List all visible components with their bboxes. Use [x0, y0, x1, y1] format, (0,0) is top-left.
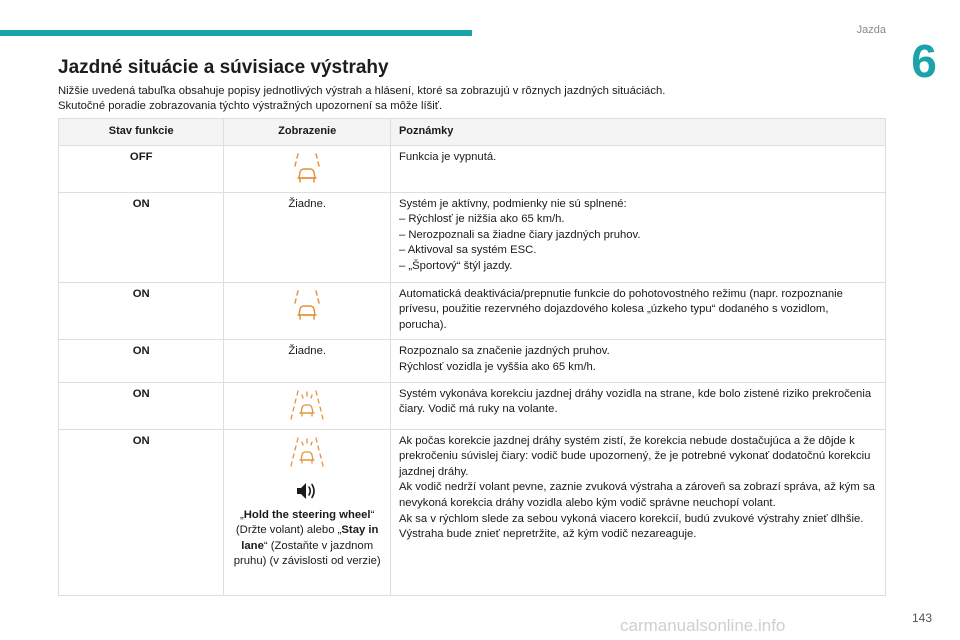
table-row — [59, 192, 886, 282]
caption-quote: „ — [240, 508, 244, 521]
display-cell — [224, 382, 391, 429]
display-cell — [224, 282, 391, 340]
caption-stay-in-lane: Stay in lane — [241, 524, 379, 552]
column-header-display: Zobrazenie — [224, 119, 391, 146]
note-line: Systém vykonáva korekciu jazdnej dráhy vozidla na strane, kde bolo zistené riziko prekročenia čiary. Vodič má ruky na volante. — [398, 387, 872, 416]
note-line: Ak počas korekcie jazdnej dráhy systém zistí, že korekcia nebude dostačujúca a že dôjde k prekročeniu súvislej čiary: vodič bude upozornený, že je potrebné vykonať dodatočnú korekciu jazdnej dráhy. — [398, 434, 871, 478]
notes-cell — [390, 282, 885, 340]
watermark: carmanualsonline.info — [620, 616, 786, 635]
state-cell: OFF — [59, 145, 224, 192]
display-cell — [224, 429, 391, 595]
state-cell: ON — [59, 382, 224, 429]
notes-cell — [390, 145, 885, 192]
note-line: Funkcia je vypnutá. — [398, 150, 497, 163]
note-line: Ak vodič nedrží volant pevne, zaznie zvuková výstraha a zároveň sa zobrazí správa, až kým sa nevykoná korekcia dráhy vozidla alebo kým vodič správne neuchopí volant. — [398, 481, 875, 509]
caption-hold-steering-wheel: Hold the steering wheel — [243, 508, 371, 521]
table-row — [59, 340, 886, 382]
note-line: – „Športový“ štýl jazdy. — [398, 259, 513, 272]
page-title: Jazdné situácie a súvisiace výstrahy — [58, 57, 389, 78]
display-caption — [232, 508, 382, 570]
table-row — [59, 429, 886, 595]
display-cell: Žiadne. — [224, 192, 391, 282]
speaker-sound-icon — [294, 480, 320, 502]
intro-text — [58, 84, 858, 114]
note-line: Automatická deaktivácia/prepnutie funkcie do pohotovostného režimu (napr. rozpoznanie prívesu, použitie rezervného dojazdového kolesa „úzkeho typu“ dodaného s vozidlom, porucha). — [398, 287, 843, 331]
lane-keeping-correction-icon — [287, 389, 327, 423]
warnings-table — [58, 118, 886, 596]
caption-text: “ (Zostaňte v jazdnom pruhu) (v závislosti od verzie) — [233, 539, 381, 568]
notes-cell — [390, 192, 885, 282]
note-line: Ak sa v rýchlom slede za sebou vykoná viacero korekcií, budú zvukové výstrahy znieť dlhšie. Výstraha bude znieť nepretržite, až kým vodič nezareaguje. — [398, 512, 864, 541]
display-cell — [224, 145, 391, 192]
notes-cell — [390, 429, 885, 595]
notes-cell — [390, 382, 885, 429]
state-cell: ON — [59, 429, 224, 595]
note-line: – Nerozpoznali sa žiadne čiary jazdných pruhov. — [398, 228, 641, 241]
page-number: 143 — [911, 611, 932, 625]
section-name: Jazda — [856, 24, 886, 36]
column-header-state: Stav funkcie — [59, 119, 224, 146]
notes-cell — [390, 340, 885, 382]
lane-keeping-alert-icon — [287, 436, 327, 470]
table-row — [59, 382, 886, 429]
table-row — [59, 145, 886, 192]
note-line: – Aktivoval sa systém ESC. — [398, 244, 537, 257]
state-cell: ON — [59, 340, 224, 382]
display-cell: Žiadne. — [224, 340, 391, 382]
lane-keeping-standby-icon — [287, 289, 327, 323]
note-line: Systém je aktívny, podmienky nie sú splnené: — [398, 197, 627, 210]
state-cell: ON — [59, 192, 224, 282]
table-header-row — [59, 119, 886, 146]
table-row — [59, 282, 886, 340]
lane-keeping-off-icon — [287, 152, 327, 186]
header-accent-bar — [0, 30, 472, 36]
intro-line: Skutočné poradie zobrazovania týchto výstražných upozornení sa môže líšiť. — [58, 100, 443, 112]
state-cell: ON — [59, 282, 224, 340]
note-line: – Rýchlosť je nižšia ako 65 km/h. — [398, 213, 565, 226]
intro-line: Nižšie uvedená tabuľka obsahuje popisy jednotlivých výstrah a hlásení, ktoré sa zobrazujú v rôznych jazdných situáciách. — [58, 85, 666, 97]
chapter-number: 6 — [911, 35, 937, 87]
note-line: Rýchlosť vozidla je vyššia ako 65 km/h. — [398, 360, 596, 373]
column-header-notes: Poznámky — [390, 119, 885, 146]
caption-text: “ (Držte volant) alebo „ — [235, 508, 375, 537]
note-line: Rozpoznalo sa značenie jazdných pruhov. — [398, 345, 610, 358]
